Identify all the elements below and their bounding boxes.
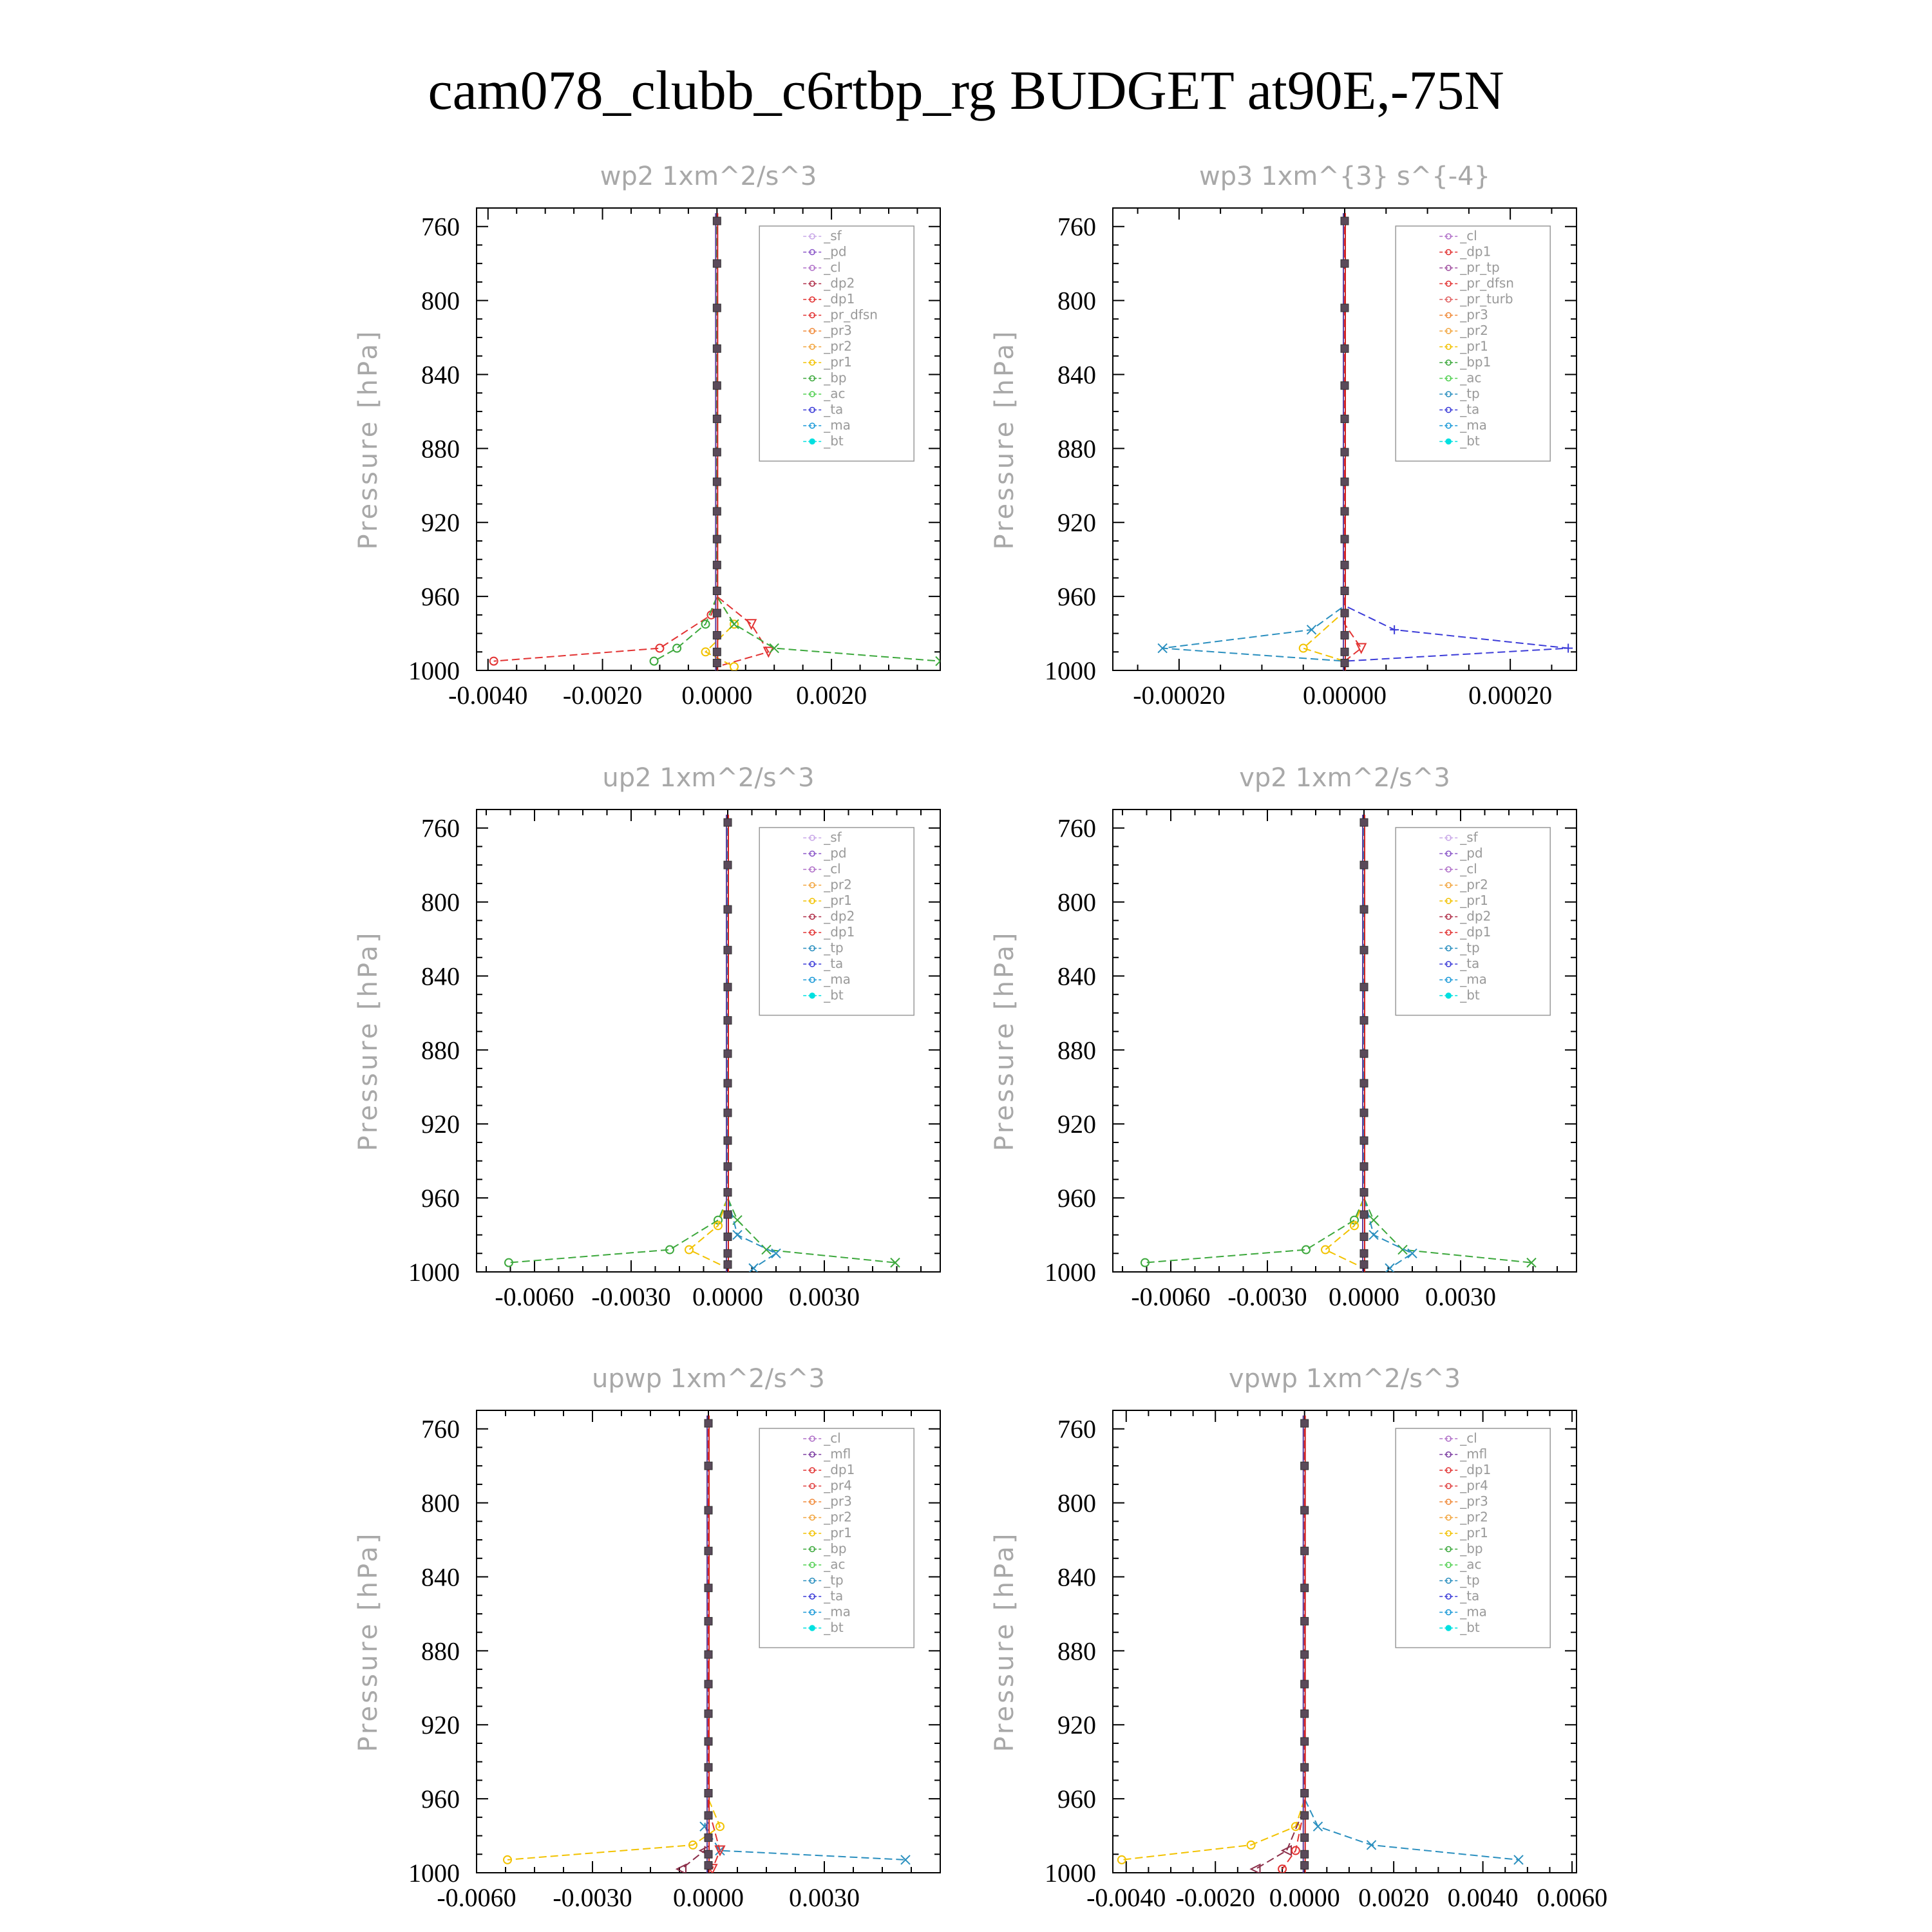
legend-entry: _bt	[1460, 1620, 1480, 1635]
zero-marker	[1301, 1850, 1309, 1858]
legend-entry: _ma	[1460, 971, 1487, 987]
y-tick-label: 840	[421, 961, 460, 991]
zero-marker	[705, 1584, 712, 1592]
zero-marker	[724, 1261, 732, 1269]
zero-marker	[713, 448, 721, 456]
legend	[759, 828, 914, 1016]
legend-entry: _pr2	[824, 338, 852, 354]
series-line-dp1	[509, 828, 728, 1263]
y-axis-label: Pressure [hPa]	[990, 930, 1019, 1151]
data-point	[1282, 1846, 1291, 1855]
zero-marker	[1301, 1833, 1309, 1841]
figure-title: cam078_clubb_c6rtbp_rg BUDGET at90E,-75N	[428, 59, 1504, 121]
series-line-pr1	[1122, 1429, 1305, 1860]
legend-marker	[1446, 1625, 1451, 1631]
zero-marker	[1360, 983, 1368, 991]
zero-marker	[1341, 382, 1349, 390]
series-line-dp1	[1256, 1429, 1305, 1870]
legend-entry: _ac	[1460, 1557, 1482, 1572]
legend-entry: _pr3	[824, 323, 852, 338]
zero-marker	[705, 1651, 712, 1658]
zero-marker	[1341, 217, 1349, 225]
y-tick-label: 920	[421, 1110, 460, 1139]
zero-marker	[724, 1050, 732, 1057]
zero-marker	[1341, 507, 1349, 515]
y-tick-label: 800	[421, 1488, 460, 1518]
legend-entry: _bt	[824, 1620, 844, 1635]
y-tick-label: 800	[1057, 1488, 1096, 1518]
y-tick-label: 1000	[408, 1258, 460, 1287]
y-tick-label: 760	[1057, 1414, 1096, 1444]
legend-entry: _cl	[1460, 228, 1477, 243]
zero-marker	[1301, 1862, 1309, 1870]
legend-entry: _pr4	[824, 1477, 852, 1493]
zero-marker	[1360, 1249, 1368, 1257]
x-tick-label: 0.0020	[1358, 1883, 1430, 1912]
zero-marker	[705, 1763, 712, 1771]
y-tick-label: 840	[421, 1562, 460, 1592]
y-tick-label: 960	[421, 1184, 460, 1213]
x-tick-label: -0.0060	[495, 1282, 574, 1311]
legend-entry: _pd	[1460, 845, 1483, 861]
x-tick-label: 0.0000	[692, 1282, 763, 1311]
panel-5	[354, 1364, 940, 1912]
zero-marker	[1301, 1763, 1309, 1771]
zero-marker	[713, 415, 721, 422]
legend-entry: _dp1	[824, 1462, 855, 1477]
y-axis-label: Pressure [hPa]	[990, 1531, 1019, 1752]
panel-title: wp3 1xm^{3} s^{-4}	[1198, 162, 1491, 191]
legend-entry: _pr1	[1460, 338, 1488, 354]
series-line-pr1	[689, 828, 728, 1269]
zero-marker	[713, 217, 721, 225]
legend-entry: _bt	[1460, 987, 1480, 1003]
series-line-pr4	[1282, 1429, 1305, 1870]
zero-marker	[1360, 1261, 1368, 1269]
zero-marker	[724, 1109, 732, 1117]
legend-entry: _pr3	[1460, 1493, 1488, 1509]
legend-marker	[1446, 993, 1451, 998]
y-axis-label: Pressure [hPa]	[990, 328, 1019, 550]
legend-marker	[810, 1625, 815, 1631]
legend-entry: _dp1	[1460, 924, 1492, 940]
zero-marker	[1360, 1211, 1368, 1218]
panel-title: wp2 1xm^2/s^3	[600, 162, 817, 191]
zero-marker	[1301, 1617, 1309, 1625]
zero-marker	[713, 507, 721, 515]
zero-marker	[1341, 535, 1349, 543]
legend-entry: _bp	[1460, 1540, 1483, 1557]
zero-marker	[724, 1079, 732, 1087]
zero-marker	[1301, 1462, 1309, 1470]
zero-marker	[713, 648, 721, 656]
legend-entry: _dp2	[824, 275, 855, 291]
series-line-dp1	[1145, 828, 1364, 1263]
zero-marker	[1341, 561, 1349, 569]
series-line-bp	[654, 227, 717, 661]
series-line-tp	[1162, 227, 1345, 661]
series-line-dp1	[681, 1429, 708, 1870]
y-tick-label: 1000	[1045, 1258, 1096, 1287]
legend-entry: _pr3	[1460, 307, 1488, 323]
zero-marker	[1301, 1547, 1309, 1555]
zero-marker	[1341, 260, 1349, 267]
y-tick-label: 760	[1057, 813, 1096, 843]
zero-marker	[724, 905, 732, 913]
series-line-pr1	[1325, 828, 1364, 1269]
y-tick-label: 800	[421, 286, 460, 316]
y-tick-label: 880	[421, 1036, 460, 1065]
x-tick-label: 0.0060	[1537, 1883, 1608, 1912]
data-point	[685, 1246, 693, 1254]
legend-entry: _ta	[1460, 956, 1480, 971]
legend-entry: _dp2	[1460, 908, 1492, 924]
y-tick-label: 1000	[1045, 656, 1096, 685]
zero-marker	[724, 983, 732, 991]
zero-marker	[1301, 1651, 1309, 1658]
zero-marker	[1301, 1419, 1309, 1427]
y-tick-label: 840	[1057, 1562, 1096, 1592]
y-tick-label: 880	[421, 1636, 460, 1666]
legend-entry: _ta	[1460, 401, 1480, 417]
legend-entry: _dp2	[824, 908, 855, 924]
data-point	[730, 663, 738, 670]
y-tick-label: 960	[421, 582, 460, 612]
panel-2	[990, 162, 1577, 710]
zero-marker	[705, 1506, 712, 1514]
x-tick-label: -0.0020	[562, 681, 643, 710]
x-tick-label: -0.0030	[1227, 1282, 1307, 1311]
panel-title: vp2 1xm^2/s^3	[1239, 763, 1450, 793]
y-tick-label: 800	[1057, 286, 1096, 316]
legend	[759, 1428, 914, 1648]
legend-entry: _ac	[824, 1557, 846, 1572]
legend-marker	[810, 993, 815, 998]
y-axis-label: Pressure [hPa]	[354, 930, 383, 1151]
legend-entry: _pr2	[824, 1509, 852, 1525]
panel-3	[354, 763, 940, 1311]
legend-entry: _bp1	[1460, 354, 1492, 370]
zero-marker	[1341, 304, 1349, 312]
legend-entry: _pr2	[824, 876, 852, 893]
legend-entry: _bt	[824, 987, 844, 1003]
panel-4	[990, 763, 1577, 1311]
y-tick-label: 760	[421, 212, 460, 242]
zero-marker	[1341, 609, 1349, 617]
zero-marker	[1301, 1812, 1309, 1819]
legend-entry: _mfl	[1460, 1446, 1488, 1462]
x-tick-label: -0.0030	[591, 1282, 671, 1311]
panel-title: vpwp 1xm^2/s^3	[1228, 1364, 1461, 1394]
legend-entry: _pr_dfsn	[1460, 275, 1514, 291]
y-tick-label: 1000	[408, 656, 460, 685]
x-tick-label: 0.0030	[789, 1883, 860, 1912]
x-tick-label: 0.0000	[673, 1883, 744, 1912]
y-tick-label: 760	[1057, 212, 1096, 242]
zero-marker	[1360, 946, 1368, 954]
zero-marker	[705, 1850, 712, 1858]
zero-marker	[724, 1137, 732, 1144]
zero-marker	[1360, 1109, 1368, 1117]
zero-marker	[1341, 345, 1349, 352]
zero-marker	[713, 659, 721, 667]
zero-marker	[1341, 659, 1349, 667]
zero-marker	[705, 1419, 712, 1427]
zero-marker	[1341, 631, 1349, 639]
legend-entry: _ta	[824, 1588, 844, 1604]
y-tick-label: 880	[1057, 1036, 1096, 1065]
zero-marker	[724, 1233, 732, 1240]
legend-entry: _bt	[1460, 433, 1480, 449]
zero-marker	[724, 946, 732, 954]
zero-marker	[1301, 1738, 1309, 1745]
zero-marker	[705, 1790, 712, 1797]
zero-marker	[713, 609, 721, 617]
x-tick-label: 0.0030	[789, 1282, 860, 1311]
zero-marker	[1341, 587, 1349, 595]
legend-marker	[810, 439, 815, 444]
data-point	[1390, 625, 1399, 634]
zero-marker	[1301, 1790, 1309, 1797]
zero-marker	[724, 1189, 732, 1197]
zero-marker	[705, 1862, 712, 1870]
legend-entry: _pr4	[1460, 1477, 1488, 1493]
zero-marker	[724, 1249, 732, 1257]
legend	[1396, 226, 1550, 461]
legend-entry: _ma	[1460, 1604, 1487, 1620]
zero-marker	[1360, 861, 1368, 869]
y-tick-label: 840	[1057, 360, 1096, 390]
y-tick-label: 920	[1057, 1110, 1096, 1139]
zero-marker	[713, 260, 721, 267]
zero-marker	[1341, 448, 1349, 456]
legend-entry: _ma	[824, 417, 851, 433]
legend-entry: _pr2	[1460, 1509, 1488, 1525]
legend-entry: _cl	[1460, 861, 1477, 876]
zero-marker	[724, 861, 732, 869]
legend-entry: _tp	[1460, 940, 1480, 956]
zero-marker	[1360, 819, 1368, 826]
legend-entry: _dp1	[1460, 243, 1492, 260]
x-tick-label: 0.0000	[1269, 1883, 1340, 1912]
zero-marker	[705, 1547, 712, 1555]
data-point	[673, 645, 681, 652]
legend-entry: _bt	[824, 433, 844, 449]
y-tick-label: 960	[1057, 1785, 1096, 1814]
y-tick-label: 800	[1057, 887, 1096, 917]
zero-marker	[705, 1812, 712, 1819]
x-tick-label: 0.0020	[796, 681, 867, 710]
zero-marker	[1341, 478, 1349, 486]
legend-entry: _cl	[824, 260, 841, 275]
legend-entry: _pr1	[824, 1525, 852, 1540]
legend-entry: _pr_dfsn	[824, 307, 878, 323]
zero-marker	[705, 1462, 712, 1470]
legend-entry: _ta	[824, 401, 844, 417]
data-point	[1369, 1231, 1378, 1240]
legend-entry: _ma	[824, 971, 851, 987]
zero-marker	[1360, 1233, 1368, 1240]
zero-marker	[705, 1833, 712, 1841]
zero-marker	[1301, 1584, 1309, 1592]
legend-entry: _ta	[824, 956, 844, 971]
x-tick-label: 0.0030	[1425, 1282, 1496, 1311]
y-tick-label: 920	[421, 508, 460, 538]
series-line-pr2	[1303, 227, 1345, 661]
x-tick-label: -0.00020	[1133, 681, 1226, 710]
legend-entry: _ta	[1460, 1588, 1480, 1604]
y-tick-label: 880	[1057, 1636, 1096, 1666]
zero-marker	[713, 631, 721, 639]
zero-marker	[713, 561, 721, 569]
y-tick-label: 880	[1057, 434, 1096, 464]
data-point	[1313, 1822, 1322, 1831]
legend-entry: _pr1	[1460, 893, 1488, 908]
y-axis-label: Pressure [hPa]	[354, 328, 383, 550]
legend-entry: _pr_tp	[1460, 260, 1500, 275]
legend-entry: _cl	[824, 861, 841, 876]
legend-entry: _ma	[824, 1604, 851, 1620]
legend-entry: _sf	[1460, 829, 1478, 845]
y-tick-label: 760	[421, 1414, 460, 1444]
zero-marker	[724, 1211, 732, 1218]
zero-marker	[1360, 905, 1368, 913]
zero-marker	[705, 1617, 712, 1625]
zero-marker	[1341, 648, 1349, 656]
zero-marker	[1360, 1189, 1368, 1197]
y-tick-label: 960	[421, 1785, 460, 1814]
legend-entry: _ac	[824, 386, 846, 401]
data-point	[747, 620, 756, 629]
zero-marker	[713, 535, 721, 543]
data-point	[1514, 1855, 1523, 1864]
legend-entry: _dp1	[824, 924, 855, 940]
legend-entry: _pr1	[824, 893, 852, 908]
legend-entry: _pr1	[1460, 1525, 1488, 1540]
legend-entry: _cl	[824, 1430, 841, 1446]
legend-entry: _dp1	[1460, 1462, 1492, 1477]
legend-entry: _pr3	[824, 1493, 852, 1509]
x-tick-label: -0.0030	[553, 1883, 632, 1912]
data-point	[733, 1231, 742, 1240]
x-tick-label: -0.0060	[437, 1883, 516, 1912]
zero-marker	[1360, 1079, 1368, 1087]
zero-marker	[713, 345, 721, 352]
series-line-pr1	[507, 1429, 720, 1860]
legend-entry: _sf	[824, 228, 842, 243]
legend-entry: _bp	[824, 370, 847, 386]
zero-marker	[713, 304, 721, 312]
x-tick-label: -0.0020	[1175, 1883, 1255, 1912]
series-line-pr_dfsn	[1345, 227, 1361, 661]
legend-entry: _mfl	[824, 1446, 851, 1462]
series-line-dp1	[494, 227, 717, 661]
legend	[1396, 1428, 1550, 1648]
y-tick-label: 920	[421, 1710, 460, 1740]
zero-marker	[1360, 1137, 1368, 1144]
panel-6	[990, 1364, 1607, 1912]
zero-marker	[1341, 415, 1349, 422]
x-tick-label: 0.00020	[1468, 681, 1553, 710]
legend-entry: _tp	[824, 940, 844, 956]
zero-marker	[1301, 1710, 1309, 1718]
legend-entry: _sf	[824, 829, 842, 845]
legend-entry: _pd	[824, 243, 847, 260]
legend-entry: _pd	[824, 845, 847, 861]
data-point	[730, 620, 739, 629]
legend-entry: _ac	[1460, 370, 1482, 386]
zero-marker	[1301, 1680, 1309, 1688]
panel-title: up2 1xm^2/s^3	[602, 763, 815, 793]
zero-marker	[705, 1680, 712, 1688]
zero-marker	[724, 1016, 732, 1024]
zero-marker	[1301, 1506, 1309, 1514]
zero-marker	[1360, 1162, 1368, 1170]
data-point	[1300, 645, 1307, 652]
legend-entry: _pr1	[824, 354, 852, 370]
legend-entry: _pr2	[1460, 323, 1488, 338]
x-tick-label: -0.0040	[1086, 1883, 1166, 1912]
legend-entry: _tp	[1460, 1572, 1480, 1588]
data-point	[650, 658, 658, 665]
zero-marker	[705, 1710, 712, 1718]
zero-marker	[1360, 1016, 1368, 1024]
y-tick-label: 840	[1057, 961, 1096, 991]
x-tick-label: 0.0000	[681, 681, 753, 710]
legend-entry: _cl	[1460, 1430, 1477, 1446]
zero-marker	[713, 382, 721, 390]
legend-entry: _dp1	[824, 291, 855, 307]
legend-entry: _bp	[824, 1540, 847, 1557]
legend-entry: _tp	[1460, 386, 1480, 401]
legend-entry: _ma	[1460, 417, 1487, 433]
y-tick-label: 960	[1057, 1184, 1096, 1213]
zero-marker	[713, 478, 721, 486]
panel-title: upwp 1xm^2/s^3	[592, 1364, 825, 1394]
panel-1	[354, 162, 945, 710]
y-tick-label: 800	[421, 887, 460, 917]
y-tick-label: 880	[421, 434, 460, 464]
y-tick-label: 840	[421, 360, 460, 390]
legend-entry: _pr2	[1460, 876, 1488, 893]
x-tick-label: -0.0060	[1131, 1282, 1211, 1311]
x-tick-label: 0.0000	[1329, 1282, 1399, 1311]
y-tick-label: 1000	[1045, 1859, 1096, 1888]
y-tick-label: 920	[1057, 1710, 1096, 1740]
legend-marker	[1446, 439, 1451, 444]
y-tick-label: 920	[1057, 508, 1096, 538]
legend-entry: _pr_turb	[1460, 291, 1513, 307]
x-tick-label: -0.0040	[448, 681, 528, 710]
y-tick-label: 960	[1057, 582, 1096, 612]
y-axis-label: Pressure [hPa]	[354, 1531, 383, 1752]
x-tick-label: 0.00000	[1303, 681, 1387, 710]
zero-marker	[713, 587, 721, 595]
zero-marker	[724, 1162, 732, 1170]
legend	[1396, 828, 1550, 1016]
zero-marker	[705, 1738, 712, 1745]
zero-marker	[1360, 1050, 1368, 1057]
legend-entry: _tp	[824, 1572, 844, 1588]
y-tick-label: 760	[421, 813, 460, 843]
data-point	[1367, 1841, 1376, 1850]
zero-marker	[724, 819, 732, 826]
legend	[759, 226, 914, 461]
y-tick-label: 1000	[408, 1859, 460, 1888]
data-point	[1321, 1246, 1329, 1254]
x-tick-label: 0.0040	[1447, 1883, 1519, 1912]
